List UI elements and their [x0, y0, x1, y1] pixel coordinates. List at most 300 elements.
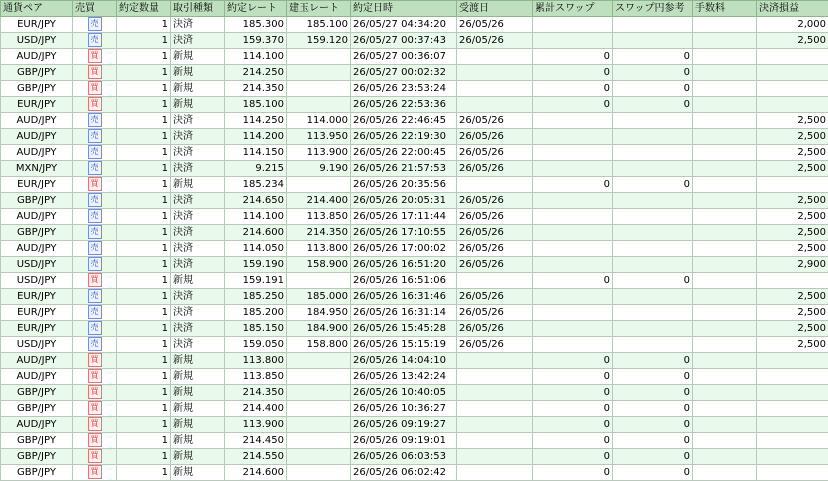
cell-quantity: 1: [117, 273, 171, 289]
buy-badge: 買: [88, 49, 102, 63]
sell-badge: 売: [88, 33, 102, 47]
buy-badge: 買: [88, 417, 102, 431]
cell-trade-type: 決済: [171, 113, 225, 129]
cell-fee: [693, 449, 757, 465]
cell-pair: MXN/JPY: [1, 161, 73, 177]
cell-pair: GBP/JPY: [1, 65, 73, 81]
cell-position-rate: 184.900: [287, 321, 351, 337]
table-row[interactable]: [1, 129, 828, 145]
cell-rate: 185.300: [225, 17, 287, 33]
cell-cumulative-swap: 0: [533, 433, 613, 449]
cell-fee: [693, 193, 757, 209]
cell-swap-yen-ref: [613, 241, 693, 257]
cell-pair: AUD/JPY: [1, 241, 73, 257]
cell-settlement-pnl: [757, 433, 828, 449]
buy-badge: 買: [88, 353, 102, 367]
cell-rate: 113.900: [225, 417, 287, 433]
cell-rate: 159.050: [225, 337, 287, 353]
cell-settlement-pnl: 2,500: [757, 321, 828, 337]
cell-quantity: 1: [117, 193, 171, 209]
table-row[interactable]: [1, 81, 828, 97]
sell-badge: 売: [88, 241, 102, 255]
table-row[interactable]: [1, 241, 828, 257]
cell-fee: [693, 353, 757, 369]
cell-side: [73, 385, 117, 401]
cell-side: [73, 321, 117, 337]
cell-quantity: 1: [117, 129, 171, 145]
table-header-row: [1, 1, 828, 17]
cell-settlement-pnl: [757, 449, 828, 465]
cell-cumulative-swap: [533, 33, 613, 49]
cell-swap-yen-ref: 0: [613, 401, 693, 417]
table-row[interactable]: [1, 321, 828, 337]
cell-side: [73, 193, 117, 209]
cell-quantity: 1: [117, 81, 171, 97]
cell-cumulative-swap: 0: [533, 401, 613, 417]
sell-badge: 売: [88, 129, 102, 143]
cell-settlement-pnl: 2,500: [757, 161, 828, 177]
cell-quantity: 1: [117, 289, 171, 305]
cell-settlement-pnl: 2,900: [757, 257, 828, 273]
cell-pair: USD/JPY: [1, 337, 73, 353]
cell-trade-type: 決済: [171, 161, 225, 177]
cell-cumulative-swap: [533, 257, 613, 273]
cell-quantity: 1: [117, 417, 171, 433]
cell-swap-yen-ref: [613, 337, 693, 353]
cell-side: [73, 113, 117, 129]
cell-delivery-date: [457, 81, 533, 97]
cell-cumulative-swap: [533, 321, 613, 337]
cell-datetime: 26/05/26 17:10:55: [351, 225, 457, 241]
cell-settlement-pnl: 2,500: [757, 289, 828, 305]
cell-rate: 114.100: [225, 209, 287, 225]
col-header-pair[interactable]: 通貨ペア: [1, 1, 73, 17]
cell-fee: [693, 145, 757, 161]
cell-settlement-pnl: 2,500: [757, 129, 828, 145]
cell-position-rate: [287, 369, 351, 385]
cell-fee: [693, 129, 757, 145]
cell-cumulative-swap: 0: [533, 97, 613, 113]
cell-cumulative-swap: 0: [533, 369, 613, 385]
cell-trade-type: 新規: [171, 369, 225, 385]
table-row[interactable]: [1, 257, 828, 273]
cell-pair: USD/JPY: [1, 257, 73, 273]
cell-datetime: 26/05/26 09:19:01: [351, 433, 457, 449]
cell-delivery-date: 26/05/26: [457, 129, 533, 145]
cell-fee: [693, 209, 757, 225]
cell-datetime: 26/05/26 06:03:53: [351, 449, 457, 465]
cell-datetime: 26/05/26 16:51:06: [351, 273, 457, 289]
buy-badge: 買: [88, 65, 102, 79]
cell-settlement-pnl: 2,500: [757, 241, 828, 257]
cell-fee: [693, 17, 757, 33]
cell-swap-yen-ref: [613, 17, 693, 33]
cell-fee: [693, 161, 757, 177]
cell-rate: 214.450: [225, 433, 287, 449]
cell-datetime: 26/05/26 23:53:24: [351, 81, 457, 97]
cell-pair: GBP/JPY: [1, 449, 73, 465]
cell-position-rate: 113.950: [287, 129, 351, 145]
cell-settlement-pnl: [757, 81, 828, 97]
cell-side: [73, 209, 117, 225]
cell-fee: [693, 321, 757, 337]
table-row[interactable]: [1, 33, 828, 49]
cell-swap-yen-ref: [613, 321, 693, 337]
cell-cumulative-swap: [533, 305, 613, 321]
cell-delivery-date: [457, 177, 533, 193]
cell-position-rate: 113.900: [287, 145, 351, 161]
cell-delivery-date: 26/05/26: [457, 145, 533, 161]
cell-fee: [693, 33, 757, 49]
cell-pair: AUD/JPY: [1, 129, 73, 145]
cell-fee: [693, 305, 757, 321]
cell-fee: [693, 65, 757, 81]
cell-rate: 114.050: [225, 241, 287, 257]
cell-settlement-pnl: [757, 177, 828, 193]
table-row[interactable]: [1, 401, 828, 417]
cell-datetime: 26/05/26 17:11:44: [351, 209, 457, 225]
buy-badge: 買: [88, 433, 102, 447]
cell-cumulative-swap: 0: [533, 353, 613, 369]
cell-position-rate: 185.000: [287, 289, 351, 305]
col-header-datetime[interactable]: 約定日時: [351, 1, 457, 17]
cell-datetime: 26/05/26 22:00:45: [351, 145, 457, 161]
table-row[interactable]: [1, 465, 828, 481]
cell-pair: AUD/JPY: [1, 49, 73, 65]
cell-rate: 114.200: [225, 129, 287, 145]
cell-side: [73, 97, 117, 113]
cell-delivery-date: 26/05/26: [457, 17, 533, 33]
cell-quantity: 1: [117, 305, 171, 321]
cell-swap-yen-ref: [613, 305, 693, 321]
cell-trade-type: 決済: [171, 145, 225, 161]
cell-delivery-date: 26/05/26: [457, 241, 533, 257]
sell-badge: 売: [88, 321, 102, 335]
cell-swap-yen-ref: 0: [613, 49, 693, 65]
table-row[interactable]: [1, 449, 828, 465]
table-row[interactable]: [1, 369, 828, 385]
cell-trade-type: 決済: [171, 337, 225, 353]
cell-side: [73, 257, 117, 273]
cell-position-rate: [287, 385, 351, 401]
cell-fee: [693, 465, 757, 481]
cell-delivery-date: 26/05/26: [457, 321, 533, 337]
cell-pair: GBP/JPY: [1, 465, 73, 481]
cell-pair: USD/JPY: [1, 273, 73, 289]
cell-swap-yen-ref: [613, 145, 693, 161]
cell-trade-type: 新規: [171, 353, 225, 369]
cell-swap-yen-ref: 0: [613, 433, 693, 449]
cell-position-rate: 113.800: [287, 241, 351, 257]
cell-datetime: 26/05/26 10:36:27: [351, 401, 457, 417]
table-row[interactable]: [1, 417, 828, 433]
cell-rate: 159.190: [225, 257, 287, 273]
cell-quantity: 1: [117, 225, 171, 241]
cell-datetime: 26/05/26 20:35:56: [351, 177, 457, 193]
cell-swap-yen-ref: 0: [613, 417, 693, 433]
cell-delivery-date: 26/05/26: [457, 161, 533, 177]
table-row[interactable]: [1, 113, 828, 129]
cell-trade-type: 決済: [171, 321, 225, 337]
cell-swap-yen-ref: 0: [613, 449, 693, 465]
cell-rate: 113.850: [225, 369, 287, 385]
cell-pair: AUD/JPY: [1, 209, 73, 225]
cell-position-rate: 114.000: [287, 113, 351, 129]
sell-badge: 売: [88, 113, 102, 127]
cell-trade-type: 決済: [171, 193, 225, 209]
buy-badge: 買: [88, 177, 102, 191]
cell-quantity: 1: [117, 449, 171, 465]
cell-delivery-date: 26/05/26: [457, 337, 533, 353]
cell-position-rate: [287, 65, 351, 81]
cell-fee: [693, 433, 757, 449]
cell-position-rate: 185.100: [287, 17, 351, 33]
table-row[interactable]: [1, 385, 828, 401]
cell-settlement-pnl: [757, 417, 828, 433]
cell-rate: 185.250: [225, 289, 287, 305]
cell-delivery-date: [457, 449, 533, 465]
cell-trade-type: 新規: [171, 449, 225, 465]
cell-trade-type: 新規: [171, 177, 225, 193]
cell-position-rate: [287, 177, 351, 193]
cell-fee: [693, 369, 757, 385]
cell-fee: [693, 289, 757, 305]
cell-quantity: 1: [117, 161, 171, 177]
table-row[interactable]: [1, 65, 828, 81]
cell-trade-type: 決済: [171, 305, 225, 321]
sell-badge: 売: [88, 209, 102, 223]
buy-badge: 買: [88, 385, 102, 399]
cell-side: [73, 49, 117, 65]
cell-side: [73, 417, 117, 433]
cell-rate: 159.370: [225, 33, 287, 49]
cell-position-rate: 159.120: [287, 33, 351, 49]
table-row[interactable]: [1, 433, 828, 449]
cell-pair: GBP/JPY: [1, 193, 73, 209]
table-row[interactable]: [1, 145, 828, 161]
cell-pair: GBP/JPY: [1, 81, 73, 97]
table-row[interactable]: [1, 161, 828, 177]
cell-rate: 214.400: [225, 401, 287, 417]
cell-fee: [693, 401, 757, 417]
sell-badge: 売: [88, 17, 102, 31]
cell-rate: 114.100: [225, 49, 287, 65]
cell-trade-type: 新規: [171, 433, 225, 449]
buy-badge: 買: [88, 81, 102, 95]
cell-cumulative-swap: 0: [533, 177, 613, 193]
cell-delivery-date: [457, 433, 533, 449]
cell-swap-yen-ref: [613, 129, 693, 145]
cell-position-rate: 184.950: [287, 305, 351, 321]
cell-swap-yen-ref: [613, 161, 693, 177]
cell-swap-yen-ref: [613, 289, 693, 305]
cell-trade-type: 決済: [171, 257, 225, 273]
cell-side: [73, 305, 117, 321]
buy-badge: 買: [88, 465, 102, 479]
cell-rate: 9.215: [225, 161, 287, 177]
cell-datetime: 26/05/27 04:34:20: [351, 17, 457, 33]
table-row[interactable]: [1, 225, 828, 241]
cell-fee: [693, 385, 757, 401]
cell-trade-type: 新規: [171, 65, 225, 81]
cell-swap-yen-ref: 0: [613, 385, 693, 401]
cell-fee: [693, 225, 757, 241]
cell-delivery-date: 26/05/26: [457, 209, 533, 225]
cell-pair: EUR/JPY: [1, 305, 73, 321]
cell-rate: 114.150: [225, 145, 287, 161]
sell-badge: 売: [88, 257, 102, 271]
cell-pair: USD/JPY: [1, 33, 73, 49]
table-row[interactable]: [1, 337, 828, 353]
table-row[interactable]: [1, 209, 828, 225]
cell-pair: EUR/JPY: [1, 177, 73, 193]
col-header-swap-yen-ref[interactable]: スワップ円参考: [613, 1, 693, 17]
table-row[interactable]: [1, 17, 828, 33]
cell-settlement-pnl: 2,500: [757, 33, 828, 49]
cell-settlement-pnl: 2,500: [757, 225, 828, 241]
cell-trade-type: 新規: [171, 97, 225, 113]
cell-cumulative-swap: [533, 241, 613, 257]
col-header-delivery-date[interactable]: 受渡日: [457, 1, 533, 17]
cell-pair: EUR/JPY: [1, 289, 73, 305]
cell-delivery-date: [457, 401, 533, 417]
cell-pair: EUR/JPY: [1, 97, 73, 113]
cell-delivery-date: 26/05/26: [457, 257, 533, 273]
cell-position-rate: [287, 465, 351, 481]
cell-rate: 185.200: [225, 305, 287, 321]
cell-quantity: 1: [117, 17, 171, 33]
cell-fee: [693, 241, 757, 257]
buy-badge: 買: [88, 401, 102, 415]
cell-datetime: 26/05/26 21:57:53: [351, 161, 457, 177]
cell-cumulative-swap: 0: [533, 449, 613, 465]
cell-position-rate: [287, 273, 351, 289]
cell-cumulative-swap: [533, 225, 613, 241]
col-header-fee[interactable]: 手数料: [693, 1, 757, 17]
cell-settlement-pnl: 2,500: [757, 193, 828, 209]
cell-swap-yen-ref: [613, 209, 693, 225]
table-row[interactable]: [1, 193, 828, 209]
table-row[interactable]: [1, 305, 828, 321]
table-row[interactable]: [1, 49, 828, 65]
cell-position-rate: [287, 401, 351, 417]
cell-rate: 214.550: [225, 449, 287, 465]
cell-quantity: 1: [117, 369, 171, 385]
cell-datetime: 26/05/26 09:19:27: [351, 417, 457, 433]
cell-side: [73, 81, 117, 97]
cell-quantity: 1: [117, 209, 171, 225]
cell-settlement-pnl: [757, 273, 828, 289]
cell-settlement-pnl: 2,500: [757, 337, 828, 353]
cell-swap-yen-ref: 0: [613, 97, 693, 113]
cell-delivery-date: [457, 49, 533, 65]
col-header-side[interactable]: 売買: [73, 1, 117, 17]
cell-pair: AUD/JPY: [1, 113, 73, 129]
cell-trade-type: 決済: [171, 17, 225, 33]
cell-settlement-pnl: 2,500: [757, 113, 828, 129]
col-header-settlement-pnl[interactable]: 決済損益: [757, 1, 828, 17]
table-row[interactable]: [1, 289, 828, 305]
cell-side: [73, 337, 117, 353]
cell-delivery-date: 26/05/26: [457, 305, 533, 321]
buy-badge: 買: [88, 273, 102, 287]
cell-delivery-date: 26/05/26: [457, 289, 533, 305]
cell-settlement-pnl: 2,000: [757, 17, 828, 33]
col-header-cumulative-swap[interactable]: 累計スワップ: [533, 1, 613, 17]
cell-pair: AUD/JPY: [1, 417, 73, 433]
cell-fee: [693, 113, 757, 129]
col-header-trade-type[interactable]: 取引種類: [171, 1, 225, 17]
col-header-rate[interactable]: 約定レート: [225, 1, 287, 17]
buy-badge: 買: [88, 97, 102, 111]
cell-position-rate: 158.800: [287, 337, 351, 353]
cell-delivery-date: [457, 353, 533, 369]
table-row[interactable]: [1, 177, 828, 193]
sell-badge: 売: [88, 337, 102, 351]
col-header-position-rate[interactable]: 建玉レート: [287, 1, 351, 17]
cell-datetime: 26/05/26 14:04:10: [351, 353, 457, 369]
cell-delivery-date: 26/05/26: [457, 33, 533, 49]
cell-rate: 185.150: [225, 321, 287, 337]
cell-pair: EUR/JPY: [1, 17, 73, 33]
cell-side: [73, 353, 117, 369]
cell-side: [73, 161, 117, 177]
table-row[interactable]: [1, 97, 828, 113]
cell-delivery-date: 26/05/26: [457, 113, 533, 129]
table-row[interactable]: [1, 273, 828, 289]
cell-position-rate: [287, 353, 351, 369]
cell-cumulative-swap: [533, 209, 613, 225]
sell-badge: 売: [88, 225, 102, 239]
cell-swap-yen-ref: 0: [613, 65, 693, 81]
cell-quantity: 1: [117, 321, 171, 337]
cell-datetime: 26/05/26 16:51:20: [351, 257, 457, 273]
cell-quantity: 1: [117, 401, 171, 417]
cell-swap-yen-ref: [613, 225, 693, 241]
buy-badge: 買: [88, 449, 102, 463]
cell-position-rate: [287, 81, 351, 97]
cell-swap-yen-ref: [613, 33, 693, 49]
cell-delivery-date: [457, 417, 533, 433]
cell-cumulative-swap: [533, 161, 613, 177]
cell-cumulative-swap: [533, 17, 613, 33]
cell-delivery-date: [457, 369, 533, 385]
cell-cumulative-swap: 0: [533, 417, 613, 433]
cell-datetime: 26/05/26 16:31:46: [351, 289, 457, 305]
cell-fee: [693, 81, 757, 97]
cell-side: [73, 449, 117, 465]
cell-fee: [693, 417, 757, 433]
cell-fee: [693, 97, 757, 113]
cell-position-rate: 9.190: [287, 161, 351, 177]
cell-cumulative-swap: 0: [533, 65, 613, 81]
table-row[interactable]: [1, 353, 828, 369]
cell-cumulative-swap: [533, 193, 613, 209]
cell-swap-yen-ref: 0: [613, 273, 693, 289]
col-header-quantity[interactable]: 約定数量: [117, 1, 171, 17]
cell-pair: EUR/JPY: [1, 321, 73, 337]
cell-pair: GBP/JPY: [1, 433, 73, 449]
cell-rate: 114.250: [225, 113, 287, 129]
cell-swap-yen-ref: 0: [613, 465, 693, 481]
cell-trade-type: 新規: [171, 385, 225, 401]
cell-quantity: 1: [117, 353, 171, 369]
cell-trade-type: 決済: [171, 289, 225, 305]
cell-quantity: 1: [117, 465, 171, 481]
cell-side: [73, 65, 117, 81]
cell-side: [73, 241, 117, 257]
cell-delivery-date: 26/05/26: [457, 225, 533, 241]
